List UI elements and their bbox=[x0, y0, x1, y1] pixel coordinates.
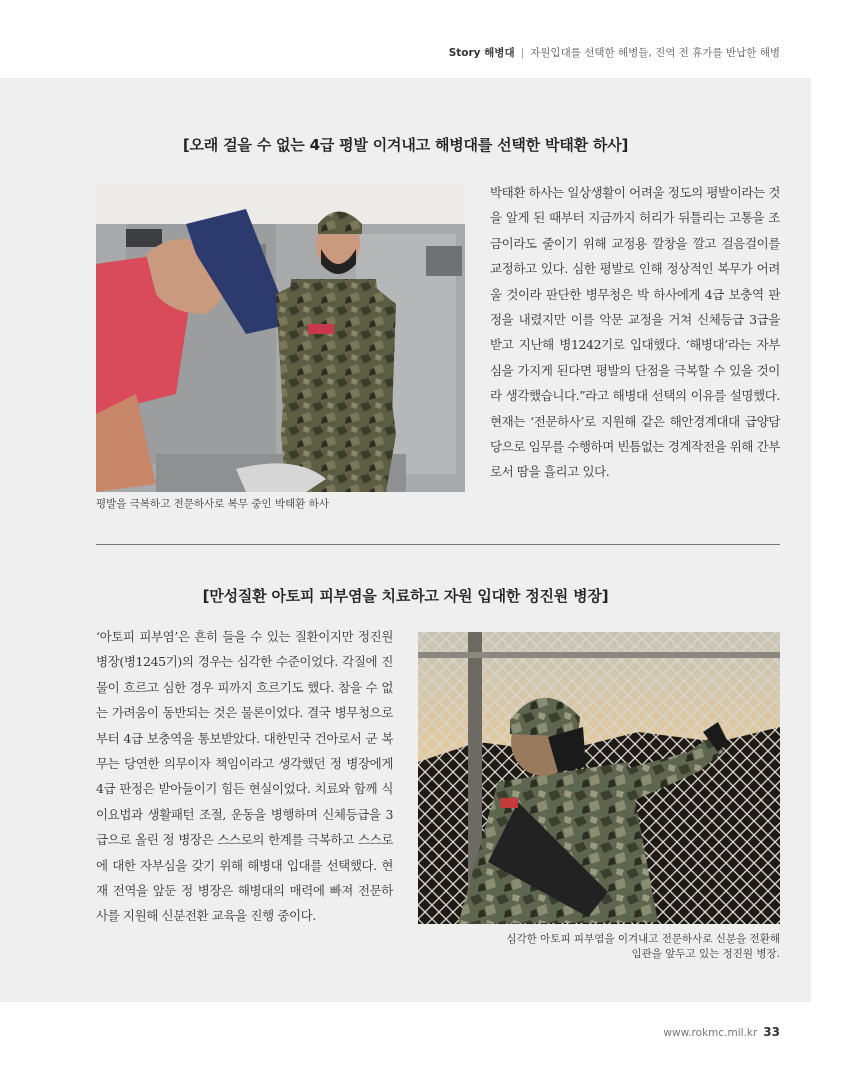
running-header bbox=[449, 45, 780, 60]
article1-photo bbox=[96, 184, 465, 492]
header-separator: | bbox=[520, 47, 525, 59]
header-subtitle: 자원입대를 선택한 해병들, 진역 전 휴가를 반납한 해병 bbox=[530, 47, 780, 59]
article1-body: 박태환 하사는 일상생활이 어려울 정도의 평발이라는 것을 알게 된 때부터 지금까지 허리가 뒤틀리는 고통을 조금이라도 줄이기 위해 교정용 깔창을 깔고 걸음걸이를 교정하고 있다. 심한 평발로 인해 정상적인 복무가 어려울 것이라 판단한 병무청은 박 하사에게 4급 보충역 판정을 내렸지만 이를 악문 교정을 거쳐 신체등급 3급을 받고 지난해 병1242기로 입대했다. ‘해병대’라는 자부심을 가지게 된다면 평발의 단점을 극복할 수 있을 것이라 생각했습니다.”라고 해병대 선택의 이유를 설명했다. 현재는 ‘전문하사’로 지원해 같은 해안경계대대 급양담당으로 임무를 수행하며 빈틈없는 경계작전을 위해 간부로서 땀을 흘리고 있다. bbox=[490, 185, 780, 480]
footer-url: www.rokmc.mil.kr bbox=[663, 1027, 758, 1039]
article2-photo-caption bbox=[418, 932, 780, 962]
article1-photo-caption: 평발을 극복하고 전문하사로 복무 중인 박태환 하사 bbox=[96, 498, 330, 510]
article2-heading: [만성질환 아토피 피부염을 치료하고 자원 입대한 정진원 병장] bbox=[202, 587, 609, 605]
article2-photo bbox=[418, 632, 780, 924]
article2-body: ‘아토피 피부염’은 흔히 들을 수 있는 질환이지만 정진원 병장(병1245기)의 경우는 심각한 수준이었다. 각질에 진물이 흐르고 심한 경우 피까지 흐르기도 했다. 참을 수 없는 가려움이 동반되는 것은 물론이었다. 결국 병무청으로부터 4급 보충역을 통보받았다. 대한민국 건아로서 군 복무는 당연한 의무이자 책임이라고 생각했던 정 병장에게 4급 판정은 받아들이기 힘든 현실이었다. 치료와 함께 식이요법과 생활패턴 조절, 운동을 병행하며 신체등급을 3급으로 올린 정 병장은 스스로의 한계를 극복하고 스스로에 대한 자부심을 갖기 위해 해병대 입대를 선택했다. 현재 전역을 앞둔 정 병장은 해병대의 매력에 빠져 전문하사를 지원해 신분전환 교육을 진행 중이다. bbox=[96, 629, 393, 924]
section-divider bbox=[96, 544, 780, 545]
page-header bbox=[0, 0, 850, 78]
page-footer bbox=[663, 1025, 780, 1039]
article1-heading: [오래 걸을 수 없는 4급 평발 이겨내고 해병대를 선택한 박태환 하사] bbox=[182, 136, 629, 154]
article2-caption-line2: 임관을 앞두고 있는 정진원 병장. bbox=[631, 948, 780, 960]
section-label: Story 해병대 bbox=[448, 47, 515, 59]
page-number: 33 bbox=[763, 1025, 780, 1039]
article2-caption-line1: 심각한 아토피 피부염을 이겨내고 전문하사로 신분을 전환해 bbox=[506, 933, 780, 945]
